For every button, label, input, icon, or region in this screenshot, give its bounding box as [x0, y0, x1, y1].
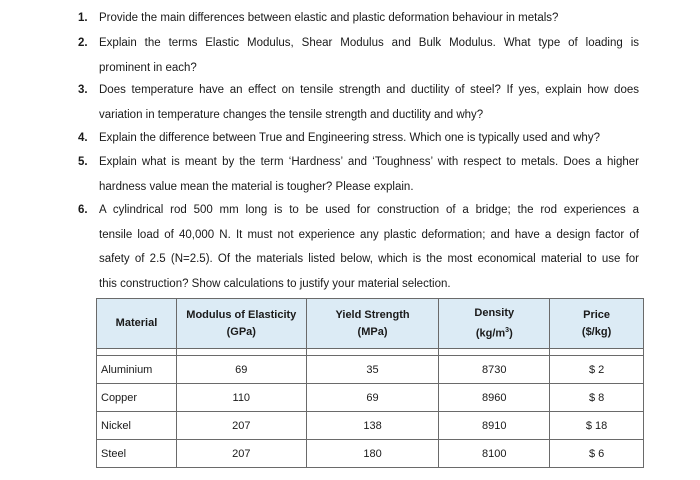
question-number: 5.	[78, 156, 88, 168]
header-modulus: Modulus of Elasticity (GPa)	[176, 299, 306, 349]
question-line: hardness value mean the material is tougher? Please explain.	[99, 180, 414, 193]
table-row	[97, 384, 644, 412]
question-text	[99, 78, 639, 127]
question-line: Explain what is meant by the term ‘Hardness’ and ‘Toughness’ with respect to metals. Does a higher	[99, 156, 639, 168]
question-number: 4.	[78, 132, 88, 144]
cell-yield: 180	[306, 440, 439, 468]
question-number: 6.	[78, 204, 88, 216]
cell-modulus: 207	[176, 412, 306, 440]
question-line: this construction? Show calculations to justify your material selection.	[99, 277, 451, 290]
cell-density: 8100	[439, 440, 550, 468]
cell-yield: 35	[306, 356, 439, 384]
cell-yield: 69	[306, 384, 439, 412]
cell-density: 8910	[439, 412, 550, 440]
question-text	[99, 126, 639, 151]
header-yield-strength: Yield Strength (MPa)	[306, 299, 439, 349]
table-row	[97, 356, 644, 384]
cell-material: Nickel	[97, 412, 177, 440]
cell-modulus: 207	[176, 440, 306, 468]
question-line: Explain the difference between True and Engineering stress. Which one is typically used and why?	[99, 132, 600, 144]
question-line: safety of 2.5 (N=2.5). Of the materials listed below, which is the most economical material to use for	[99, 253, 639, 265]
table-row	[97, 440, 644, 468]
question-text	[99, 6, 639, 31]
cell-density: 8730	[439, 356, 550, 384]
question-line: Explain the terms Elastic Modulus, Shear Modulus and Bulk Modulus. What type of loading is	[99, 37, 639, 49]
question-text	[99, 198, 639, 296]
cell-material: Copper	[97, 384, 177, 412]
header-price: Price ($/kg)	[550, 299, 644, 349]
cell-price: $ 2	[550, 356, 644, 384]
cell-price: $ 8	[550, 384, 644, 412]
table-spacer	[97, 349, 644, 356]
question-line: Does temperature have an effect on tensile strength and ductility of steel? If yes, explain how does	[99, 84, 639, 96]
table-row	[97, 412, 644, 440]
question-line: prominent in each?	[99, 61, 197, 74]
cell-modulus: 110	[176, 384, 306, 412]
question-number: 3.	[78, 84, 88, 96]
question-number: 1.	[78, 12, 88, 24]
cell-price: $ 6	[550, 440, 644, 468]
question-line: variation in temperature changes the tensile strength and ductility and why?	[99, 108, 484, 121]
cell-modulus: 69	[176, 356, 306, 384]
question-number: 2.	[78, 37, 88, 49]
question-line: tensile load of 40,000 N. It must not experience any plastic deformation; and have a design factor of	[99, 228, 639, 241]
header-material: Material	[97, 299, 177, 349]
materials-table	[96, 298, 644, 468]
cell-material: Steel	[97, 440, 177, 468]
cell-price: $ 18	[550, 412, 644, 440]
header-density: Density $(kg/m^3)$	[439, 299, 550, 349]
question-line: A cylindrical rod 500 mm long is to be used for construction of a bridge; the rod experiences a	[99, 204, 639, 216]
cell-material: Aluminium	[97, 356, 177, 384]
question-line: Provide the main differences between elastic and plastic deformation behaviour in metals?	[99, 12, 559, 24]
cell-yield: 138	[306, 412, 439, 440]
table-header-row	[97, 299, 644, 349]
question-text	[99, 150, 639, 199]
question-text	[99, 31, 639, 80]
cell-density: 8960	[439, 384, 550, 412]
